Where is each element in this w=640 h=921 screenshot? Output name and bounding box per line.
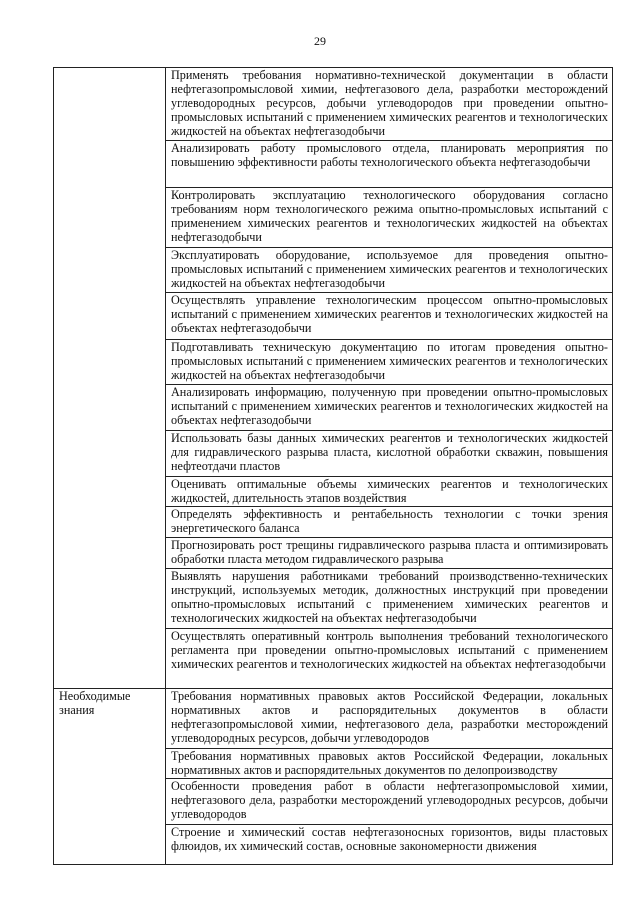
page-number: 29 [314,34,326,48]
requirement-cell [166,340,613,385]
table-body [54,68,613,865]
table-row [54,689,613,749]
requirement-cell [166,689,613,749]
requirement-text: Эксплуатировать оборудование, используемое для проведения опытно-промысловых испытаний с применением химических реагентов и технологических жидкостей на объектах нефтегазодобычи [171,248,608,291]
requirement-text: Использовать базы данных химических реагентов и технологических жидкостей для гидравлического разрыва пласта, кислотной обработки скважин, повышения нефтеотдачи пластов [171,431,608,474]
requirement-text: Осуществлять управление технологическим процессом опытно-промысловых испытаний с применением химических реагентов и технологических жидкостей на объектах нефтегазодобычи [171,293,608,336]
requirement-cell [166,569,613,629]
requirement-text: Оценивать оптимальные объемы химических реагентов и технологических жидкостей, длительность этапов воздействия [171,477,608,506]
requirement-cell [166,68,613,141]
requirement-text: Анализировать информацию, полученную при проведении опытно-промысловых испытаний с применением химических реагентов и технологических жидкостей на объектах нефтегазодобычи [171,385,608,428]
requirement-text: Требования нормативных правовых актов Российской Федерации, локальных нормативных актов и распорядительных документов в области нефтегазопромысловой химии, нефтегазового дела, разработки месторождений углеводородных ресурсов, добычи углеводородов [171,689,608,746]
requirement-cell [166,248,613,293]
requirement-text: Применять требования нормативно-технической документации в области нефтегазопромысловой химии, нефтегазового дела, разработки месторождений углеводородных ресурсов, добычи углеводородов при проведении опытно-промысловых испытаний с применением химических реагентов и технологических жидкостей на объектах нефтегазодобычи [171,68,608,139]
requirement-text: Требования нормативных правовых актов Российской Федерации, локальных нормативных актов и распорядительных документов по делопроизводству [171,749,608,778]
requirement-text: Выявлять нарушения работниками требований производственно-технических инструкций, используемых методик, должностных инструкций при проведении опытно-промысловых испытаний с применением химических реагентов и технологических жидкостей на объектах нефтегазодобычи [171,569,608,626]
table-row [54,68,613,141]
requirement-text: Прогнозировать рост трещины гидравлического разрыва пласта и оптимизировать обработки пласта методом гидравлического разрыва [171,538,608,567]
requirement-cell [166,779,613,825]
section-label [54,68,166,689]
requirement-text: Подготавливать техническую документацию по итогам проведения опытно-промысловых испытаний с применением химических реагентов и технологических жидкостей на объектах нефтегазодобычи [171,340,608,383]
requirement-text: Контролировать эксплуатацию технологического оборудования согласно требованиям норм технологического режима опытно-промысловых испытаний с применением химических реагентов и технологических жидкостей на объектах нефтегазодобычи [171,188,608,245]
requirement-cell [166,188,613,248]
section-label: Необходимые знания [54,689,166,865]
requirement-cell [166,507,613,538]
requirements-table [53,67,613,865]
requirement-text: Особенности проведения работ в области нефтегазопромысловой химии, нефтегазового дела, разработки месторождений углеводородных ресурсов, добычи углеводородов [171,779,608,822]
requirement-cell [166,538,613,569]
requirement-cell [166,385,613,431]
requirement-cell [166,477,613,507]
requirement-cell [166,293,613,340]
requirement-text: Осуществлять оперативный контроль выполнения требований технологического регламента при проведении опытно-промысловых испытаний с применением химических реагентов и технологических жидкостей на объектах нефтегазодобычи [171,629,608,672]
requirement-cell [166,141,613,188]
requirement-text: Строение и химический состав нефтегазоносных горизонтов, виды пластовых флюидов, их химический состав, основные закономерности движения [171,825,608,854]
requirement-text: Определять эффективность и рентабельность технологии с точки зрения энергетического баланса [171,507,608,536]
requirement-cell [166,825,613,865]
requirement-text: Анализировать работу промыслового отдела, планировать мероприятия по повышению эффективности работы технологического объекта нефтегазодобычи [171,141,608,170]
requirement-cell [166,749,613,779]
requirement-cell [166,431,613,477]
requirement-cell [166,629,613,689]
